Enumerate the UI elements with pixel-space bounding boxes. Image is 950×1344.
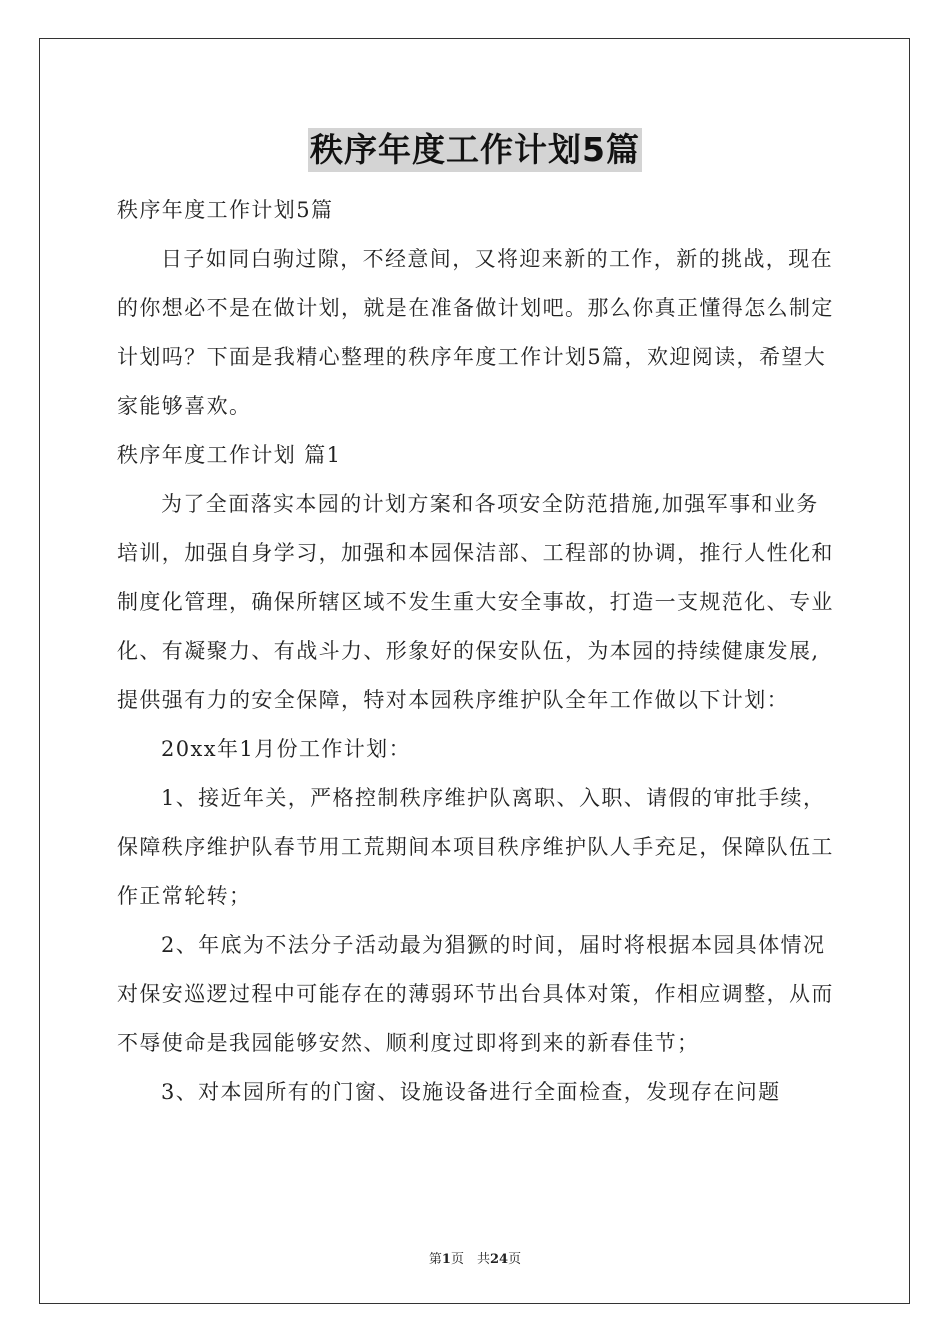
document-body <box>117 186 835 1117</box>
paragraph-body: 为了全面落实本园的计划方案和各项安全防范措施,加强军事和业务培训，加强自身学习，加强和本园保洁部、工程部的协调，推行人性化和制度化管理，确保所辖区域不发生重大安全事故，打造一支规范化、专业化、有凝聚力、有战斗力、形象好的保安队伍，为本园的持续健康发展,提供强有力的安全保障，特对本园秩序维护队全年工作做以下计划： <box>117 492 834 712</box>
footer-page-prefix: 第 <box>428 1252 442 1267</box>
document-title <box>0 128 950 172</box>
footer-page-total: 24 <box>489 1252 509 1267</box>
paragraph-item-1: 1、接近年关，严格控制秩序维护队离职、入职、请假的审批手续，保障秩序维护队春节用工荒期间本项目秩序维护队人手充足，保障队伍工作正常轮转； <box>117 786 834 908</box>
paragraph-item-3: 3、对本园所有的门窗、设施设备进行全面检查，发现存在问题 <box>161 1080 781 1104</box>
paragraph-item-2: 2、年底为不法分子活动最为猖獗的时间，届时将根据本园具体情况对保安巡逻过程中可能存在的薄弱环节出台具体对策，作相应调整，从而不辱使命是我园能够安然、顺利度过即将到来的新春佳节； <box>117 933 834 1055</box>
paragraph-month-heading: 20xx年1月份工作计划： <box>161 737 411 761</box>
paragraph-intro: 日子如同白驹过隙，不经意间，又将迎来新的工作，新的挑战，现在的你想必不是在做计划，就是在准备做计划吧。那么你真正懂得怎么制定计划吗？下面是我精心整理的秩序年度工作计划5篇，欢迎阅读，希望大家能够喜欢。 <box>117 247 834 418</box>
paragraph-subtitle: 秩序年度工作计划5篇 <box>117 198 334 222</box>
section-heading: 秩序年度工作计划 篇1 <box>117 443 342 467</box>
page-footer <box>0 1248 950 1267</box>
footer-page-suffix: 页 <box>508 1252 522 1267</box>
footer-page-mid: 页 共 <box>450 1252 490 1267</box>
document-title-text: 秩序年度工作计划5篇 <box>308 128 642 172</box>
footer-page-current: 1 <box>441 1252 451 1267</box>
